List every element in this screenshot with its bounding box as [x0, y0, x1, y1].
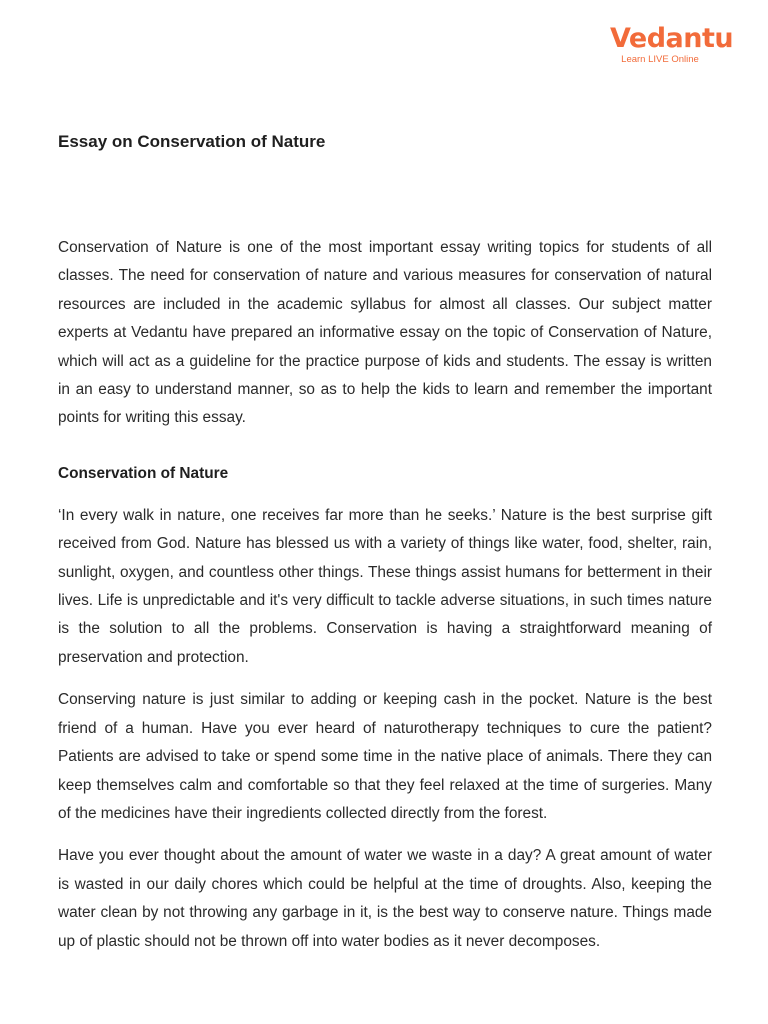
section-heading: Conservation of Nature	[58, 464, 229, 482]
logo-wordmark: Vedantu	[610, 23, 734, 54]
logo-tagline: Learn LIVE Online	[621, 54, 699, 65]
page-title: Essay on Conservation of Nature	[58, 132, 326, 151]
body-paragraph-2: Conserving nature is just similar to adding or keeping cash in the pocket. Nature is the best friend of a human. Have you ever heard of naturotherapy techniques to cure the patient? Patients are advised to take or spend some time in the native place of animals. There they can keep themselves calm and comfortable so that they feel relaxed at the time of surgeries. Many of the medicines have their ingredients collected directly from the forest.	[58, 691, 712, 822]
vedantu-logo	[610, 22, 734, 66]
essay-body	[58, 234, 712, 956]
intro-paragraph: Conservation of Nature is one of the most important essay writing topics for students of all classes. The need for conservation of nature and various measures for conservation of natural resources are included in the academic syllabus for almost all classes. Our subject matter experts at Vedantu have prepared an informative essay on the topic of Conservation of Nature, which will act as a guideline for the practice purpose of kids and students. The essay is written in an easy to understand manner, so as to help the kids to learn and remember the important points for writing this essay.	[58, 239, 712, 427]
body-paragraph-1: ‘In every walk in nature, one receives far more than he seeks.’ Nature is the best surprise gift received from God. Nature has blessed us with a variety of things like water, food, shelter, rain, sunlight, oxygen, and countless other things. These things assist humans for betterment in their lives. Life is unpredictable and it's very difficult to tackle adverse situations, in such times nature is the solution to all the problems. Conservation is having a straightforward meaning of preservation and protection.	[58, 506, 712, 666]
body-paragraph-3: Have you ever thought about the amount of water we waste in a day? A great amount of water is wasted in our daily chores which could be helpful at the time of droughts. Also, keeping the water clean by not throwing any garbage in it, is the best way to conserve nature. Things made up of plastic should not be thrown off into water bodies as it never decomposes.	[58, 847, 712, 950]
